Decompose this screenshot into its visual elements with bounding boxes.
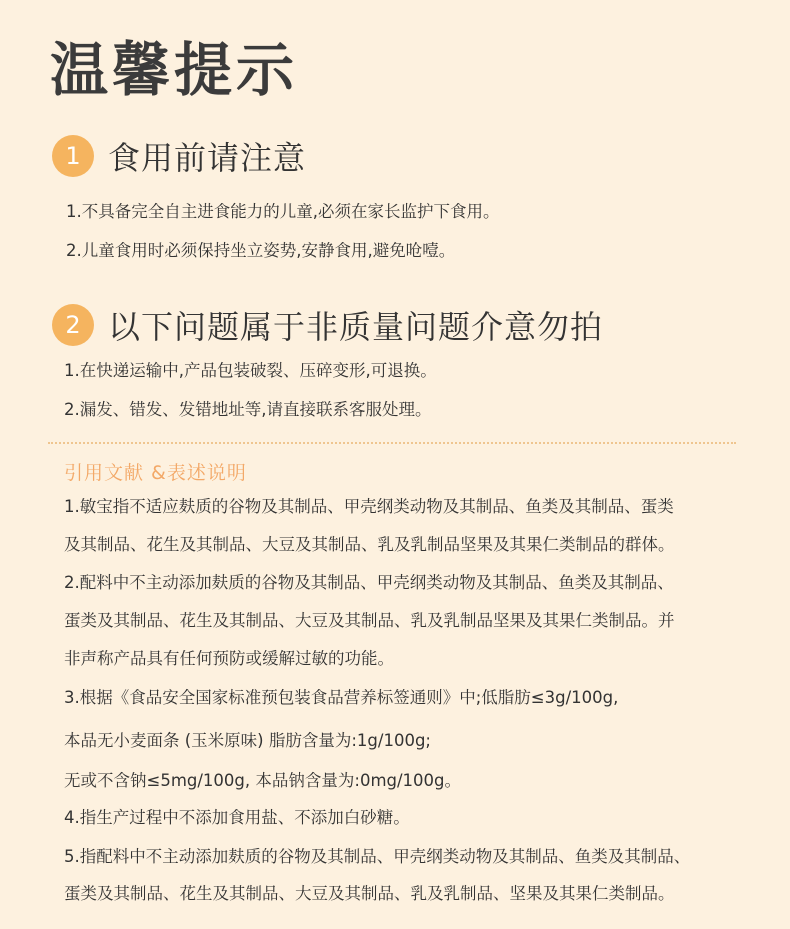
section-1-item: 1.不具备完全自主进食能力的儿童,必须在家长监护下食用。 — [66, 202, 500, 221]
reference-line: 及其制品、花生及其制品、大豆及其制品、乳及乳制品坚果及其果仁类制品的群体。 — [64, 535, 675, 554]
page-title: 温馨提示 — [50, 36, 299, 104]
section-2-item: 1.在快递运输中,产品包装破裂、压碎变形,可退换。 — [64, 361, 437, 380]
reference-line: 本品无小麦面条 (玉米原味) 脂肪含量为:1g/100g; — [64, 731, 431, 750]
reference-line: 3.根据《食品安全国家标准预包装食品营养标签通则》中;低脂肪≤3g/100g, — [64, 688, 619, 707]
reference-line: 1.敏宝指不适应麸质的谷物及其制品、甲壳纲类动物及其制品、鱼类及其制品、蛋类 — [64, 497, 674, 516]
reference-line: 无或不含钠≤5mg/100g, 本品钠含量为:0mg/100g。 — [64, 771, 462, 790]
reference-line: 5.指配料中不主动添加麸质的谷物及其制品、甲壳纲类动物及其制品、鱼类及其制品、 — [64, 847, 691, 866]
section-2-header — [52, 302, 603, 348]
reference-line: 蛋类及其制品、花生及其制品、大豆及其制品、乳及乳制品坚果及其果仁类制品。并 — [64, 611, 675, 630]
section-1-header — [52, 133, 306, 179]
reference-line: 4.指生产过程中不添加食用盐、不添加白砂糖。 — [64, 808, 410, 827]
reference-line: 2.配料中不主动添加麸质的谷物及其制品、甲壳纲类动物及其制品、鱼类及其制品、 — [64, 573, 674, 592]
section-2-number-badge: 2 — [52, 304, 94, 346]
section-2-item: 2.漏发、错发、发错地址等,请直接联系客服处理。 — [64, 400, 432, 419]
section-1-item: 2.儿童食用时必须保持坐立姿势,安静食用,避免呛噎。 — [66, 241, 456, 260]
dotted-divider — [48, 442, 736, 444]
reference-line: 非声称产品具有任何预防或缓解过敏的功能。 — [64, 649, 394, 668]
section-1-title: 食用前请注意 — [108, 139, 307, 177]
reference-line: 蛋类及其制品、花生及其制品、大豆及其制品、乳及乳制品、坚果及其果仁类制品。 — [64, 884, 675, 903]
section-2-title: 以下问题属于非质量问题介意勿拍 — [108, 308, 604, 346]
section-1-number-badge: 1 — [52, 135, 94, 177]
references-heading: 引用文献 &表述说明 — [64, 462, 247, 484]
